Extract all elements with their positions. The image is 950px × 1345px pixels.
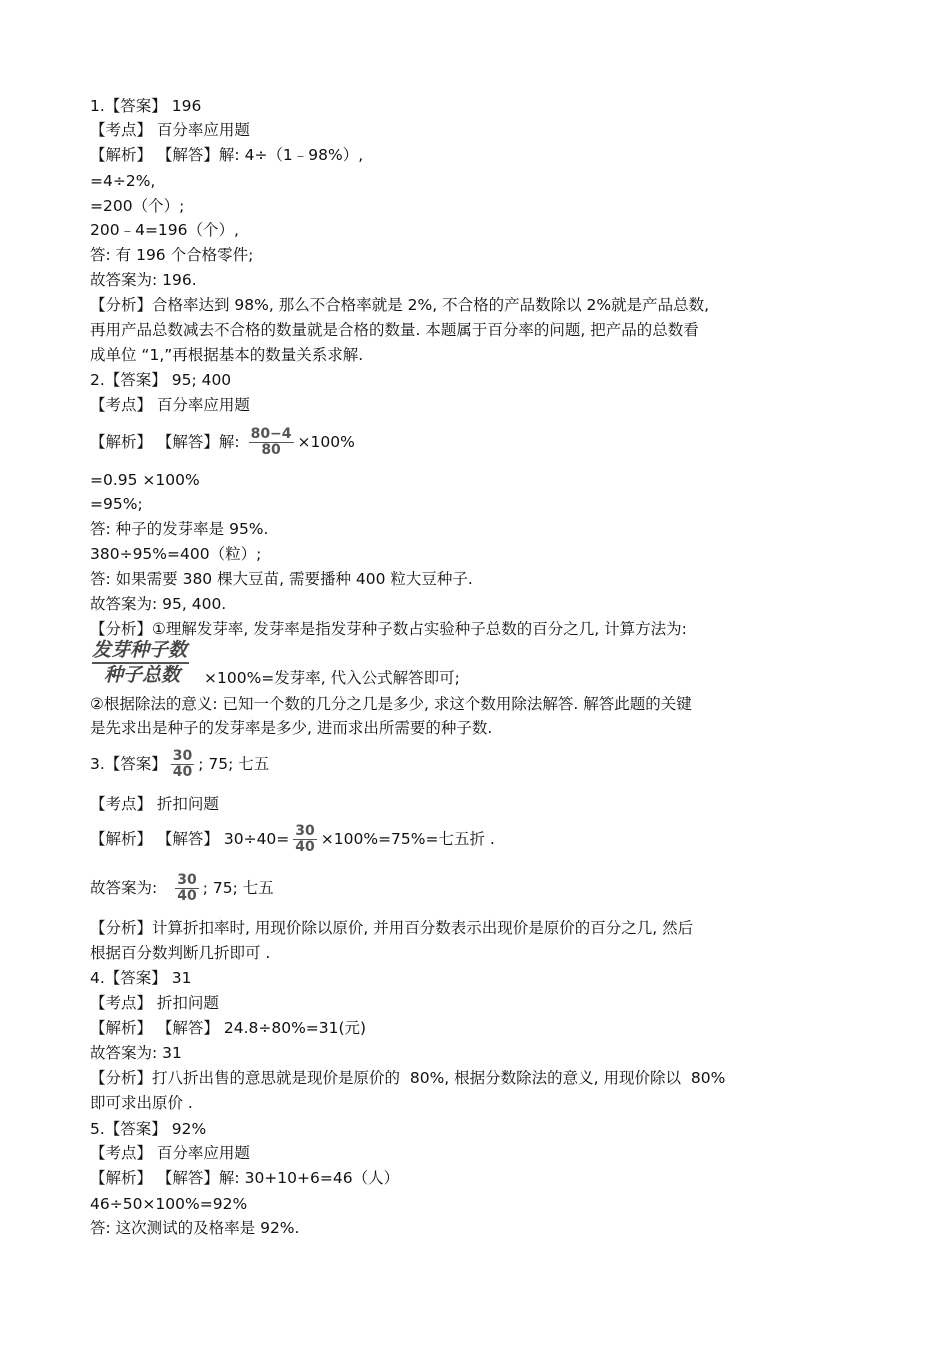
q3-result-frac-den: 40 — [177, 888, 197, 904]
q1-answer: 1.【答案】 196 — [90, 97, 202, 115]
q2-point: 【考点】 百分率应用题 — [90, 396, 250, 414]
germination-formula-image — [92, 639, 189, 686]
q4-point: 【考点】 折扣问题 — [90, 994, 219, 1012]
q3-analysis-1: 【分析】计算折扣率时, 用现价除以原价, 并用百分数表示出现价是原价的百分之几, 然后 — [90, 919, 694, 937]
q5-step-2: 答: 这次测试的及格率是 92%. — [90, 1219, 300, 1237]
q4-solve: 【解析】 【解答】 24.8÷80%=31(元) — [90, 1019, 367, 1037]
q3-solve-frac-num: 30 — [295, 823, 315, 839]
q2-fraction — [249, 427, 294, 458]
q2-solve-suffix: ×100% — [297, 433, 355, 451]
q1-step-4: 答: 有 196 个合格零件; — [90, 246, 254, 264]
q3-result-prefix: 故答案为: — [90, 879, 158, 897]
q2-analysis-3: 是先求出是种子的发芽率是多少, 进而求出所需要的种子数. — [90, 719, 493, 737]
q3-solve-frac-den: 40 — [295, 839, 315, 855]
q2-fraction-den: 80 — [261, 442, 281, 458]
q4-result: 故答案为: 31 — [90, 1044, 182, 1062]
q2-step-4: 380÷95%=400（粒）; — [90, 545, 262, 563]
q3-solve-fraction — [293, 824, 316, 855]
q3-frac-num: 30 — [172, 748, 193, 764]
q5-point: 【考点】 百分率应用题 — [90, 1144, 250, 1162]
q3-answer-prefix: 3.【答案】 — [90, 755, 167, 773]
q1-analysis-2: 再用产品总数减去不合格的数量就是合格的数量. 本题属于百分率的问题, 把产品的总数看 — [90, 321, 699, 339]
q5-step-1: 46÷50×100%=92% — [90, 1195, 248, 1213]
q3-result-suffix: ; 75; 七五 — [202, 879, 274, 897]
q3-answer-fraction — [171, 749, 194, 780]
q1-step-2: =200（个）; — [90, 197, 185, 215]
q3-result-frac-num: 30 — [177, 872, 197, 888]
q2-step-2: =95%; — [90, 495, 143, 513]
q3-answer-suffix: ; 75; 七五 — [198, 755, 270, 773]
q2-fraction-num: 80−4 — [250, 426, 292, 442]
q2-step-3: 答: 种子的发芽率是 95%. — [90, 520, 269, 538]
q2-solve — [90, 426, 355, 458]
q1-analysis-1: 【分析】合格率达到 98%, 那么不合格率就是 2%, 不合格的产品数除以 2%就是产品总数, — [90, 296, 710, 314]
q3-answer — [90, 748, 269, 780]
q2-analysis-2: ②根据除法的意义: 已知一个数的几分之几是多少, 求这个数用除法解答. 解答此题的关键 — [90, 695, 692, 713]
q4-answer: 4.【答案】 31 — [90, 969, 192, 987]
q3-result-fraction — [175, 873, 198, 904]
q2-solve-prefix: 【解析】 【解答】解: — [90, 433, 245, 451]
q2-step-1: =0.95 ×100% — [90, 471, 200, 489]
q3-solve-prefix: 【解析】 【解答】 30÷40= — [90, 830, 290, 848]
q1-step-5: 故答案为: 196. — [90, 271, 197, 289]
q5-solve: 【解析】 【解答】解: 30+10+6=46（人） — [90, 1169, 400, 1187]
q3-frac-den: 40 — [172, 764, 193, 780]
q1-solve: 【解析】 【解答】解: 4÷（1﹣98%）, — [90, 146, 364, 164]
q2-formula-suffix: ×100%=发芽率, 代入公式解答即可; — [204, 669, 460, 687]
q2-answer: 2.【答案】 95; 400 — [90, 371, 232, 389]
q4-analysis-2: 即可求出原价 . — [90, 1094, 193, 1112]
q2-analysis-1: 【分析】①理解发芽率, 发芽率是指发芽种子数占实验种子总数的百分之几, 计算方法为: — [90, 620, 687, 638]
q1-point: 【考点】 百分率应用题 — [90, 121, 250, 139]
q1-step-1: =4÷2%, — [90, 172, 156, 190]
q3-point: 【考点】 折扣问题 — [90, 795, 219, 813]
q2-step-5: 答: 如果需要 380 棵大豆苗, 需要播种 400 粒大豆种子. — [90, 570, 473, 588]
q3-analysis-2: 根据百分数判断几折即可 . — [90, 944, 271, 962]
q1-analysis-3: 成单位 “1,”再根据基本的数量关系求解. — [90, 346, 364, 364]
q4-analysis-1: 【分析】打八折出售的意思就是现价是原价的 80%, 根据分数除法的意义, 用现价除以 80% — [90, 1069, 726, 1087]
q3-solve — [90, 823, 495, 855]
q3-result — [90, 872, 274, 904]
q3-solve-suffix: ×100%=75%=七五折 . — [320, 830, 495, 848]
formula-bottom: 种子总数 — [104, 664, 181, 686]
q1-step-3: 200﹣4=196（个）, — [90, 221, 239, 239]
q2-step-6: 故答案为: 95, 400. — [90, 595, 227, 613]
q5-answer: 5.【答案】 92% — [90, 1120, 207, 1138]
formula-top: 发芽种子数 — [92, 639, 189, 664]
